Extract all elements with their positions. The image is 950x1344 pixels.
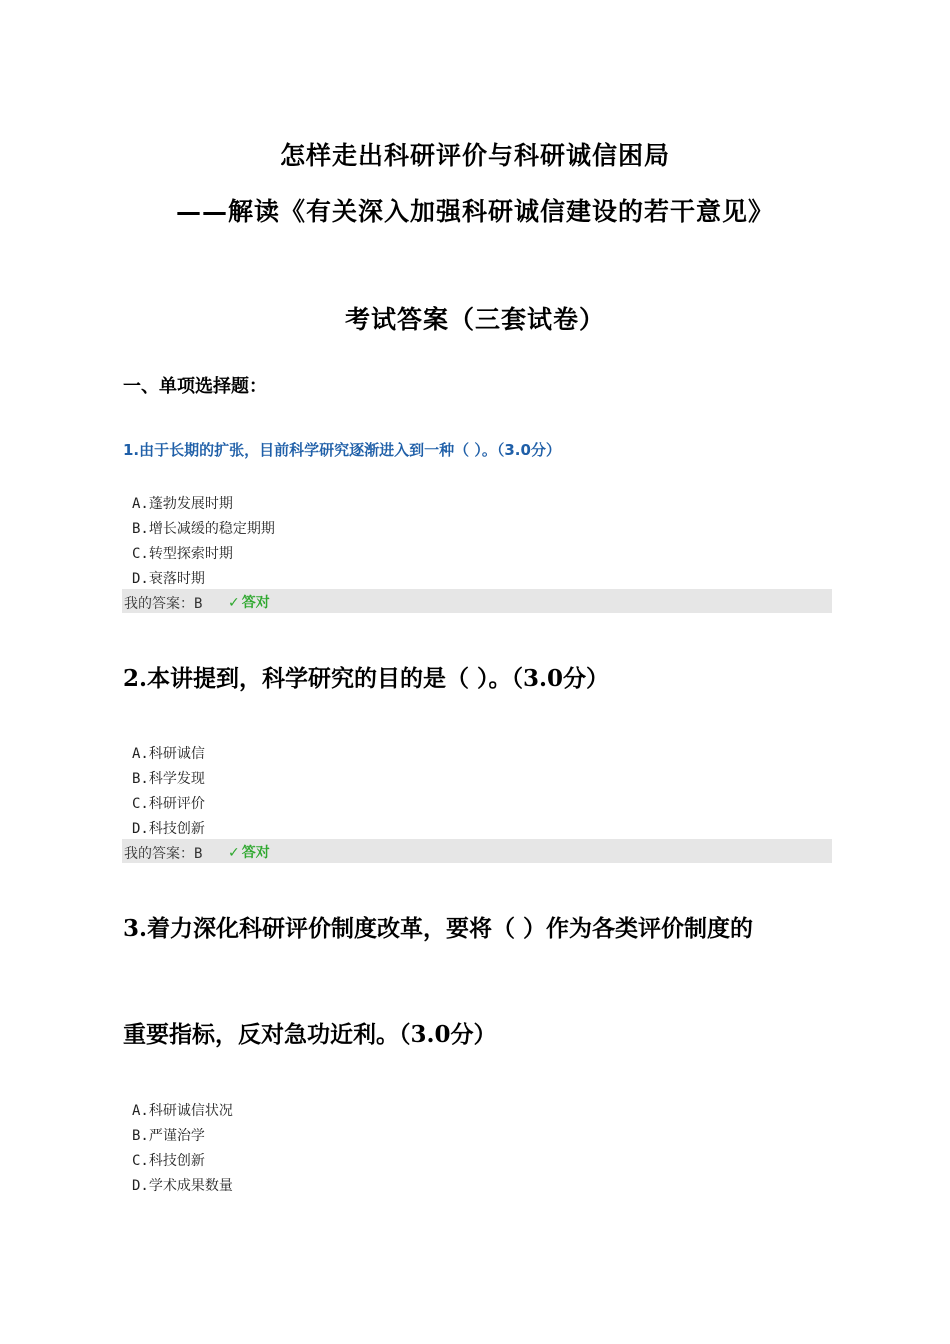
- title-line-2: ——解读《有关深入加强科研诚信建设的若干意见》: [175, 197, 774, 226]
- question-3-option-c: C.科技创新: [132, 1153, 205, 1169]
- title-line-3: 考试答案（三套试卷）: [344, 305, 605, 334]
- question-2-option-b: B.科学发现: [132, 771, 205, 787]
- question-2-option-c: C.科研评价: [132, 796, 205, 812]
- question-2-answer-bar: [122, 839, 832, 863]
- question-2-text: 2.本讲提到，科学研究的目的是（ ）。（3.0分）: [123, 665, 610, 692]
- question-1-my-answer: 我的答案：B: [124, 596, 203, 612]
- check-icon: ✓: [228, 845, 240, 861]
- question-1-option-d: D.衰落时期: [132, 571, 205, 587]
- question-1-status-text: 答对: [241, 595, 270, 611]
- question-1-answer-bar: [122, 589, 832, 613]
- question-3-option-d: D.学术成果数量: [132, 1178, 233, 1194]
- question-2-status-text: 答对: [241, 845, 270, 861]
- title-line-1: 怎样走出科研评价与科研诚信困局: [279, 141, 670, 170]
- section-heading: 一、单项选择题：: [123, 376, 267, 397]
- check-icon: ✓: [228, 595, 240, 611]
- question-3-option-b: B.严谨治学: [132, 1128, 205, 1144]
- question-3-text-line-1: 3.着力深化科研评价制度改革，要将（ ）作为各类评价制度的: [123, 915, 754, 942]
- question-2-answer-status: [228, 842, 270, 862]
- question-1-option-c: C.转型探索时期: [132, 546, 233, 562]
- question-1-option-b: B.增长减缓的稳定期期: [132, 521, 275, 537]
- question-1-answer-status: [228, 592, 270, 612]
- question-1-option-a: A.蓬勃发展时期: [132, 496, 233, 512]
- question-3-option-a: A.科研诚信状况: [132, 1103, 233, 1119]
- question-3-text-line-2: 重要指标，反对急功近利。（3.0分）: [123, 1021, 497, 1048]
- question-2-my-answer: 我的答案：B: [124, 846, 203, 862]
- question-1-text: 1.由于长期的扩张，目前科学研究逐渐进入到一种（ ）。（3.0分）: [123, 441, 561, 459]
- question-2-option-d: D.科技创新: [132, 821, 205, 837]
- question-2-option-a: A.科研诚信: [132, 746, 205, 762]
